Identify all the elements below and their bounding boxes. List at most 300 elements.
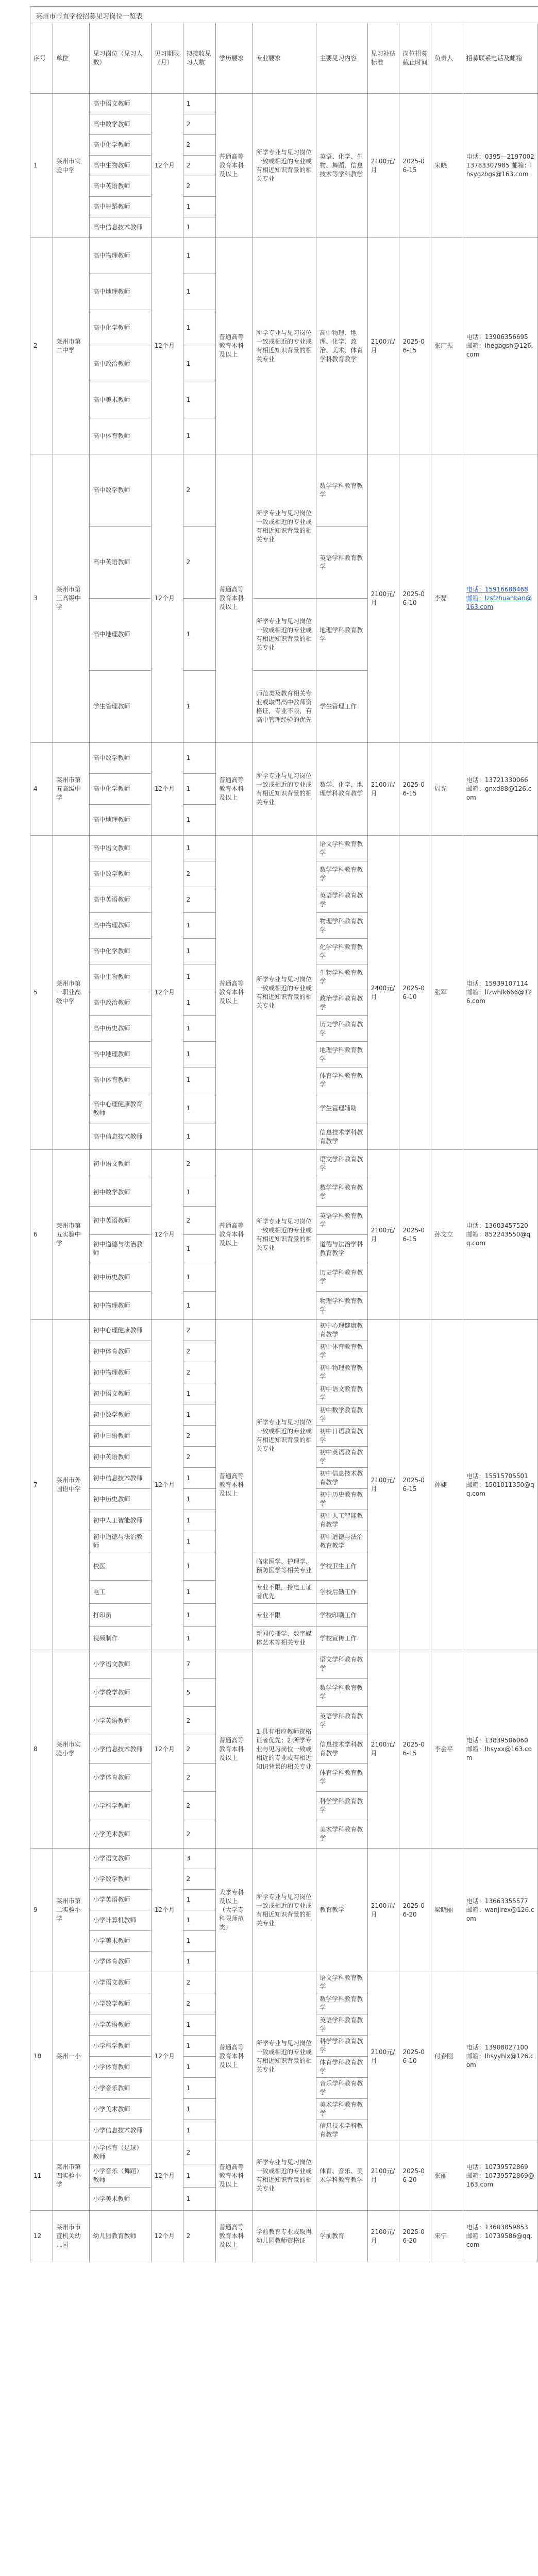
term-cell: 12个月 <box>151 743 183 836</box>
position-cell: 高中化学教师 <box>90 939 151 964</box>
major-cell: 所学专业与见习岗位一致或相近的专业或有相近知识背景的相关专业 <box>253 238 316 454</box>
table-row <box>30 2141 538 2164</box>
serial-number-cell: 8 <box>30 1650 53 1849</box>
education-cell: 普通高等教育本科及以上 <box>216 1650 253 1849</box>
headcount-cell: 1 <box>183 1124 216 1150</box>
term-cell: 12个月 <box>151 1849 183 1972</box>
headcount-cell: 1 <box>183 743 216 774</box>
unit-name-cell: 莱州市第五实验中学 <box>53 1150 90 1320</box>
content-cell: 学生管理工作 <box>316 671 367 743</box>
major-cell: 所学专业与见习岗位一致或相近的专业或有相近知识背景的相关专业 <box>253 2141 316 2211</box>
unit-name-cell: 莱州市第四实验小学 <box>53 2141 90 2211</box>
position-cell: 小学数学教师 <box>90 1679 151 1707</box>
position-cell: 高中物理教师 <box>90 238 151 274</box>
major-cell: 师范类及教育相关专业或取得高中教师资格证，专业不限，有高中管理经验的优先 <box>253 671 316 743</box>
position-cell: 高中地理教师 <box>90 1042 151 1067</box>
content-cell: 体育、音乐、美术学科教育教学 <box>316 2141 367 2211</box>
deadline-cell: 2025-06-15 <box>399 743 431 836</box>
serial-number-cell: 1 <box>30 94 53 238</box>
term-cell: 12个月 <box>151 2211 183 2262</box>
content-cell: 学校卫生工作 <box>316 1552 367 1581</box>
headcount-cell: 2 <box>183 1207 216 1235</box>
headcount-cell: 1 <box>183 990 216 1016</box>
unit-name-cell: 莱州一小 <box>53 1972 90 2141</box>
headcount-cell: 1 <box>183 1016 216 1042</box>
position-cell: 高中信息技术教师 <box>90 1124 151 1150</box>
position-cell: 初中物理教师 <box>90 1292 151 1320</box>
allowance-cell: 2100元/月 <box>367 2141 399 2211</box>
allowance-cell: 2100元/月 <box>367 2211 399 2262</box>
position-cell: 高中历史教师 <box>90 1016 151 1042</box>
content-cell: 初中物理教育教学 <box>316 1362 367 1383</box>
headcount-cell: 1 <box>183 1627 216 1650</box>
term-cell: 12个月 <box>151 836 183 1150</box>
deadline-cell: 2025-06-20 <box>399 2141 431 2211</box>
position-cell: 高中地理教师 <box>90 599 151 671</box>
content-cell: 科学学科教育教学 <box>316 1792 367 1820</box>
term-cell: 12个月 <box>151 454 183 743</box>
headcount-cell: 1 <box>183 382 216 418</box>
contact-person-cell: 张军 <box>431 836 463 1150</box>
table-row <box>30 1650 538 1679</box>
position-cell: 高中地理教师 <box>90 274 151 310</box>
headcount-cell: 1 <box>183 1383 216 1404</box>
content-cell: 英语学科教育教学 <box>316 1707 367 1735</box>
headcount-cell: 1 <box>183 2099 216 2120</box>
education-cell: 普通高等教育本科及以上 <box>216 2141 253 2211</box>
position-cell: 高中英语教师 <box>90 887 151 913</box>
unit-name-cell: 莱州市实验小学 <box>53 1650 90 1849</box>
table-row <box>30 1849 538 1869</box>
headcount-cell: 1 <box>183 913 216 939</box>
allowance-cell: 2100元/月 <box>367 1849 399 1972</box>
headcount-cell: 1 <box>183 238 216 274</box>
position-cell: 小学体育教师 <box>90 1952 151 1972</box>
major-cell: 所学专业与见习岗位一致或相近的专业或有相近知识背景的相关专业 <box>253 743 316 836</box>
headcount-cell: 1 <box>183 1235 216 1263</box>
serial-number-cell: 3 <box>30 454 53 743</box>
content-cell: 美术学科教育教学 <box>316 1820 367 1849</box>
headcount-cell: 2 <box>183 135 216 156</box>
content-cell: 物理学科教育教学 <box>316 913 367 939</box>
content-cell: 学校印刷工作 <box>316 1604 367 1627</box>
recruitment-table <box>30 23 538 2262</box>
contact-person-cell: 梁晓丽 <box>431 1849 463 1972</box>
allowance-cell: 2100元/月 <box>367 1972 399 2141</box>
contact-person-cell: 张广振 <box>431 238 463 454</box>
term-cell: 12个月 <box>151 1972 183 2141</box>
headcount-cell: 1 <box>183 274 216 310</box>
header-cell: 见习岗位（见习人数） <box>90 23 151 94</box>
headcount-cell: 2 <box>183 1707 216 1735</box>
headcount-cell: 2 <box>183 1764 216 1792</box>
content-cell: 英语学科教育教学 <box>316 1207 367 1235</box>
content-cell: 化学学科教育教学 <box>316 939 367 964</box>
table-row <box>30 2211 538 2262</box>
headcount-cell: 2 <box>183 861 216 887</box>
headcount-cell: 1 <box>183 774 216 805</box>
headcount-cell: 2 <box>183 156 216 176</box>
content-cell: 科学学科教育教学 <box>316 2036 367 2057</box>
position-cell: 小学体育（足球）教师 <box>90 2141 151 2164</box>
content-cell: 语文学科教育教学 <box>316 1150 367 1178</box>
contact-info-cell: 电话：0395—2197002 13783307985 邮箱：lhsygzbgs@163.com <box>463 94 537 238</box>
contact-person-cell: 付春刚 <box>431 1972 463 2141</box>
education-cell: 普通高等教育本科及以上 <box>216 94 253 238</box>
headcount-cell: 2 <box>183 1362 216 1383</box>
education-cell: 大学专科及以上（大学专科限师范类） <box>216 1849 253 1972</box>
headcount-cell: 1 <box>183 599 216 671</box>
serial-number-cell: 12 <box>30 2211 53 2262</box>
position-cell: 初中信息技术教师 <box>90 1468 151 1489</box>
contact-info-cell: 电话：15515705501 邮箱：1501011350@qq.com <box>463 1320 537 1650</box>
unit-name-cell: 莱州市市直机关幼儿园 <box>53 2211 90 2262</box>
headcount-cell: 1 <box>183 197 216 217</box>
content-cell: 英语、化学、生物、舞蹈、信息技术等学科教学 <box>316 94 367 238</box>
position-cell: 小学数学教师 <box>90 1869 151 1890</box>
content-cell: 英语学科教育教学 <box>316 527 367 599</box>
position-cell: 高中语文教师 <box>90 94 151 114</box>
headcount-cell: 1 <box>183 1531 216 1552</box>
education-cell: 普通高等教育本科及以上 <box>216 1972 253 2141</box>
position-cell: 小学语文教师 <box>90 1650 151 1679</box>
position-cell: 高中英语教师 <box>90 176 151 197</box>
position-cell: 校医 <box>90 1552 151 1581</box>
education-cell: 普通高等教育本科及以上 <box>216 1320 253 1650</box>
headcount-cell: 2 <box>183 2211 216 2262</box>
headcount-cell: 2 <box>183 114 216 135</box>
header-cell: 负责人 <box>431 23 463 94</box>
position-cell: 小学语文教师 <box>90 1849 151 1869</box>
header-row <box>30 23 538 94</box>
table-row <box>30 1320 538 1341</box>
position-cell: 小学音乐教师 <box>90 2078 151 2099</box>
content-cell: 物理学科教育教学 <box>316 1292 367 1320</box>
position-cell: 小学英语教师 <box>90 1890 151 1910</box>
position-cell: 高中数学教师 <box>90 861 151 887</box>
content-cell: 信息技术学科教育教学 <box>316 1735 367 1764</box>
position-cell: 小学体育教师 <box>90 1764 151 1792</box>
contact-info-cell: 电话：13663355577 邮箱：wanjlrex@126.com <box>463 1849 537 1972</box>
position-cell: 高中数学教师 <box>90 743 151 774</box>
content-cell: 学生管理辅助 <box>316 1093 367 1124</box>
header-cell: 拟接收见习人数 <box>183 23 216 94</box>
headcount-cell: 1 <box>183 805 216 836</box>
major-cell: 1.具有相应教师资格证者优先；2.所学专业与见习岗位一致或相近的专业或有相近知识背景的相关专业 <box>253 1650 316 1849</box>
content-cell: 数学学科教育教学 <box>316 861 367 887</box>
deadline-cell: 2025-06-10 <box>399 454 431 743</box>
headcount-cell: 1 <box>183 2078 216 2099</box>
position-cell: 幼儿园教育教师 <box>90 2211 151 2262</box>
headcount-cell: 5 <box>183 1679 216 1707</box>
content-cell: 学校后勤工作 <box>316 1581 367 1604</box>
position-cell: 小学体育教师 <box>90 2057 151 2078</box>
allowance-cell: 2100元/月 <box>367 238 399 454</box>
headcount-cell: 3 <box>183 1849 216 1869</box>
contact-info-cell: 电话：13721330066 邮箱：gnxd88@126.com <box>463 743 537 836</box>
content-cell: 语文学科教育教学 <box>316 1650 367 1679</box>
headcount-cell: 7 <box>183 1650 216 1679</box>
deadline-cell: 2025-06-20 <box>399 2211 431 2262</box>
headcount-cell: 2 <box>183 1426 216 1447</box>
headcount-cell: 2 <box>183 887 216 913</box>
serial-number-cell: 10 <box>30 1972 53 2141</box>
headcount-cell: 1 <box>183 1890 216 1910</box>
table-caption: 莱州市市直学校招募见习岗位一览表 <box>30 6 538 23</box>
header-cell: 单位 <box>53 23 90 94</box>
headcount-cell: 2 <box>183 1869 216 1890</box>
headcount-cell: 1 <box>183 1404 216 1426</box>
position-cell: 高中政治教师 <box>90 346 151 382</box>
major-cell: 所学专业与见习岗位一致或相近的专业或有相近知识背景的相关专业 <box>253 1972 316 2141</box>
headcount-cell: 1 <box>183 418 216 454</box>
term-cell: 12个月 <box>151 1650 183 1849</box>
headcount-cell: 1 <box>183 2120 216 2141</box>
headcount-cell: 2 <box>183 1341 216 1362</box>
deadline-cell: 2025-06-15 <box>399 1650 431 1849</box>
position-cell: 高中英语教师 <box>90 527 151 599</box>
term-cell: 12个月 <box>151 94 183 238</box>
headcount-cell: 1 <box>183 836 216 861</box>
major-cell: 所学专业与见习岗位一致或相近的专业或有相近知识背景的相关专业 <box>253 1150 316 1320</box>
position-cell: 初中语文教师 <box>90 1150 151 1178</box>
headcount-cell: 1 <box>183 2164 216 2188</box>
allowance-cell: 2400元/月 <box>367 836 399 1150</box>
content-cell: 高中物理、地理、化学、政治、美术、体育学科教育教学 <box>316 238 367 454</box>
position-cell: 高中舞蹈教师 <box>90 197 151 217</box>
position-cell: 小学科学教师 <box>90 1792 151 1820</box>
contact-person-cell: 宋晓 <box>431 94 463 238</box>
headcount-cell: 1 <box>183 1263 216 1292</box>
position-cell: 高中语文教师 <box>90 836 151 861</box>
content-cell: 语文学科教育教学 <box>316 1972 367 1993</box>
headcount-cell: 2 <box>183 1972 216 1993</box>
headcount-cell: 1 <box>183 1489 216 1510</box>
headcount-cell: 1 <box>183 1067 216 1093</box>
content-cell: 初中语文教育教学 <box>316 1383 367 1404</box>
allowance-cell: 2100元/月 <box>367 454 399 743</box>
serial-number-cell: 6 <box>30 1150 53 1320</box>
term-cell: 12个月 <box>151 2141 183 2211</box>
contact-info-cell: 电话：13906356695 邮箱：lhegbgsh@126.com <box>463 238 537 454</box>
education-cell: 普通高等教育本科及以上 <box>216 836 253 1150</box>
deadline-cell: 2025-06-20 <box>399 1849 431 1972</box>
contact-info-cell: 电话：10739572869 邮箱：10739572869@163.com <box>463 2141 537 2211</box>
contact-info-cell: 电话：15939107114 邮箱：lfzwhlk666@126.com <box>463 836 537 1150</box>
headcount-cell: 1 <box>183 1931 216 1952</box>
position-cell: 高中数学教师 <box>90 114 151 135</box>
contact-link[interactable]: 电话：15916688468 邮箱：lzsfzhuanban@163.com <box>466 586 532 611</box>
content-cell: 学前教育 <box>316 2211 367 2262</box>
position-cell: 初中英语教师 <box>90 1447 151 1468</box>
headcount-cell: 2 <box>183 454 216 527</box>
contact-info-cell: 电话：13603859853 邮箱：10739586@qq.com <box>463 2211 537 2262</box>
major-cell: 学前教育专业或取得幼儿园教师资格证 <box>253 2211 316 2262</box>
headcount-cell: 2 <box>183 1820 216 1849</box>
content-cell: 道德与法治学科教育教学 <box>316 1235 367 1263</box>
headcount-cell: 1 <box>183 1093 216 1124</box>
position-cell: 打印员 <box>90 1604 151 1627</box>
major-cell: 临床医学、护理学、预防医学等相关专业 <box>253 1552 316 1581</box>
table-row <box>30 454 538 527</box>
headcount-cell: 1 <box>183 94 216 114</box>
major-cell: 所学专业与见习岗位一致或相近的专业或有相近知识背景的相关专业 <box>253 599 316 671</box>
unit-name-cell: 莱州市第二中学 <box>53 238 90 454</box>
position-cell: 高中化学教师 <box>90 774 151 805</box>
position-cell: 电工 <box>90 1581 151 1604</box>
position-cell: 小学语文教师 <box>90 1972 151 1993</box>
position-cell: 初中数学教师 <box>90 1404 151 1426</box>
contact-person-cell: 张丽 <box>431 2141 463 2211</box>
position-cell: 小学英语教师 <box>90 1707 151 1735</box>
position-cell: 初中英语教师 <box>90 1207 151 1235</box>
major-cell: 所学专业与见习岗位一致或相近的专业或有相近知识背景的相关专业 <box>253 454 316 599</box>
content-cell: 体育学科教育教学 <box>316 1764 367 1792</box>
header-cell: 岗位招募截止时间 <box>399 23 431 94</box>
content-cell: 音乐学科教育教学 <box>316 2078 367 2099</box>
header-cell: 专业要求 <box>253 23 316 94</box>
position-cell: 高中生物教师 <box>90 156 151 176</box>
position-cell: 高中政治教师 <box>90 990 151 1016</box>
content-cell: 英语学科教育教学 <box>316 887 367 913</box>
position-cell: 视频制作 <box>90 1627 151 1650</box>
unit-name-cell: 莱州市外国语中学 <box>53 1320 90 1650</box>
content-cell: 教育教学 <box>316 1849 367 1972</box>
table-row <box>30 743 538 774</box>
content-cell: 信息技术学科教育教学 <box>316 2120 367 2141</box>
deadline-cell: 2025-06-10 <box>399 1972 431 2141</box>
contact-info-cell: 电话：13908027100 邮箱：lhsyyhlx@126.com <box>463 1972 537 2141</box>
header-cell: 序号 <box>30 23 53 94</box>
allowance-cell: 2100元/月 <box>367 1650 399 1849</box>
position-cell: 高中地理教师 <box>90 805 151 836</box>
headcount-cell: 1 <box>183 964 216 990</box>
headcount-cell: 2 <box>183 1993 216 2014</box>
headcount-cell: 1 <box>183 671 216 743</box>
position-cell: 高中化学教师 <box>90 135 151 156</box>
position-cell: 小学信息技术教师 <box>90 1735 151 1764</box>
content-cell: 数学、化学、地理学科教育教学 <box>316 743 367 836</box>
table-body <box>30 94 538 2262</box>
position-cell: 高中化学教师 <box>90 310 151 346</box>
headcount-cell: 1 <box>183 310 216 346</box>
allowance-cell: 2100元/月 <box>367 1320 399 1650</box>
deadline-cell: 2025-06-15 <box>399 1150 431 1320</box>
term-cell: 12个月 <box>151 238 183 454</box>
content-cell: 初中体育教育教学 <box>316 1341 367 1362</box>
headcount-cell: 1 <box>183 1510 216 1531</box>
deadline-cell: 2025-06-10 <box>399 836 431 1150</box>
major-cell: 专业不限，持电工证者优先 <box>253 1581 316 1604</box>
serial-number-cell: 5 <box>30 836 53 1150</box>
content-cell: 生物学科教育教学 <box>316 964 367 990</box>
content-cell: 数学学科教育教学 <box>316 454 367 527</box>
headcount-cell: 1 <box>183 1581 216 1604</box>
content-cell: 地理学科教育教学 <box>316 1042 367 1067</box>
headcount-cell: 1 <box>183 1604 216 1627</box>
major-cell: 专业不限 <box>253 1604 316 1627</box>
content-cell: 初中日语教育教学 <box>316 1426 367 1447</box>
headcount-cell: 1 <box>183 1178 216 1207</box>
education-cell: 普通高等教育本科及以上 <box>216 238 253 454</box>
position-cell: 初中语文教师 <box>90 1383 151 1404</box>
unit-name-cell: 莱州市第二实验小学 <box>53 1849 90 1972</box>
serial-number-cell: 7 <box>30 1320 53 1650</box>
contact-info-cell[interactable] <box>463 454 537 743</box>
headcount-cell: 1 <box>183 1292 216 1320</box>
position-cell: 小学美术教师 <box>90 1820 151 1849</box>
serial-number-cell: 2 <box>30 238 53 454</box>
position-cell: 小学音乐（舞蹈）教师 <box>90 2164 151 2188</box>
headcount-cell: 2 <box>183 1447 216 1468</box>
headcount-cell: 1 <box>183 1042 216 1067</box>
headcount-cell: 1 <box>183 1952 216 1972</box>
headcount-cell: 1 <box>183 346 216 382</box>
position-cell: 高中心理健康教育教师 <box>90 1093 151 1124</box>
position-cell: 高中物理教师 <box>90 913 151 939</box>
position-cell: 高中美术教师 <box>90 382 151 418</box>
unit-name-cell: 莱州市第三高级中学 <box>53 454 90 743</box>
position-cell: 小学美术教师 <box>90 2188 151 2211</box>
table-row <box>30 238 538 274</box>
position-cell: 小学科学教师 <box>90 2036 151 2057</box>
contact-person-cell: 孙婕 <box>431 1320 463 1650</box>
position-cell: 初中道德与法治教师 <box>90 1235 151 1263</box>
headcount-cell: 1 <box>183 939 216 964</box>
position-cell: 初中历史教师 <box>90 1263 151 1292</box>
position-cell: 初中历史教师 <box>90 1489 151 1510</box>
allowance-cell: 2100元/月 <box>367 743 399 836</box>
headcount-cell: 2 <box>183 2141 216 2164</box>
headcount-cell: 2 <box>183 1735 216 1764</box>
headcount-cell: 1 <box>183 1910 216 1931</box>
headcount-cell: 1 <box>183 2188 216 2211</box>
position-cell: 高中体育教师 <box>90 1067 151 1093</box>
header-cell: 见习期限（月） <box>151 23 183 94</box>
headcount-cell: 1 <box>183 1552 216 1581</box>
table-row <box>30 1972 538 1993</box>
content-cell: 地理学科教育教学 <box>316 599 367 671</box>
content-cell: 政治学科教育教学 <box>316 990 367 1016</box>
unit-name-cell: 莱州市第五高级中学 <box>53 743 90 836</box>
serial-number-cell: 4 <box>30 743 53 836</box>
content-cell: 信息技术学科教育教学 <box>316 1124 367 1150</box>
education-cell: 普通高等教育本科及以上 <box>216 1150 253 1320</box>
major-cell: 所学专业与见习岗位一致或相近的专业或有相近知识背景的相关专业 <box>253 1320 316 1552</box>
position-cell: 初中日语教师 <box>90 1426 151 1447</box>
deadline-cell: 2025-06-15 <box>399 94 431 238</box>
position-cell: 初中人工智能教师 <box>90 1510 151 1531</box>
content-cell: 数学学科教育教学 <box>316 1178 367 1207</box>
education-cell: 普通高等教育本科及以上 <box>216 743 253 836</box>
major-cell: 所学专业与见习岗位一致或相近的专业或有相近知识背景的相关专业 <box>253 94 316 238</box>
headcount-cell: 1 <box>183 217 216 238</box>
major-cell: 新闻传播学、数字媒体艺术等相关专业 <box>253 1627 316 1650</box>
headcount-cell: 2 <box>183 527 216 599</box>
term-cell: 12个月 <box>151 1320 183 1650</box>
content-cell: 数学学科教育教学 <box>316 1679 367 1707</box>
header-cell: 学历要求 <box>216 23 253 94</box>
content-cell: 学校宣传工作 <box>316 1627 367 1650</box>
header-cell: 主要见习内容 <box>316 23 367 94</box>
content-cell: 体育学科教育教学 <box>316 2057 367 2078</box>
contact-person-cell: 李会平 <box>431 1650 463 1849</box>
table-row <box>30 1150 538 1178</box>
deadline-cell: 2025-06-15 <box>399 238 431 454</box>
position-cell: 小学数学教师 <box>90 1993 151 2014</box>
content-cell: 初中数学教育教学 <box>316 1404 367 1426</box>
position-cell: 高中数学教师 <box>90 454 151 527</box>
